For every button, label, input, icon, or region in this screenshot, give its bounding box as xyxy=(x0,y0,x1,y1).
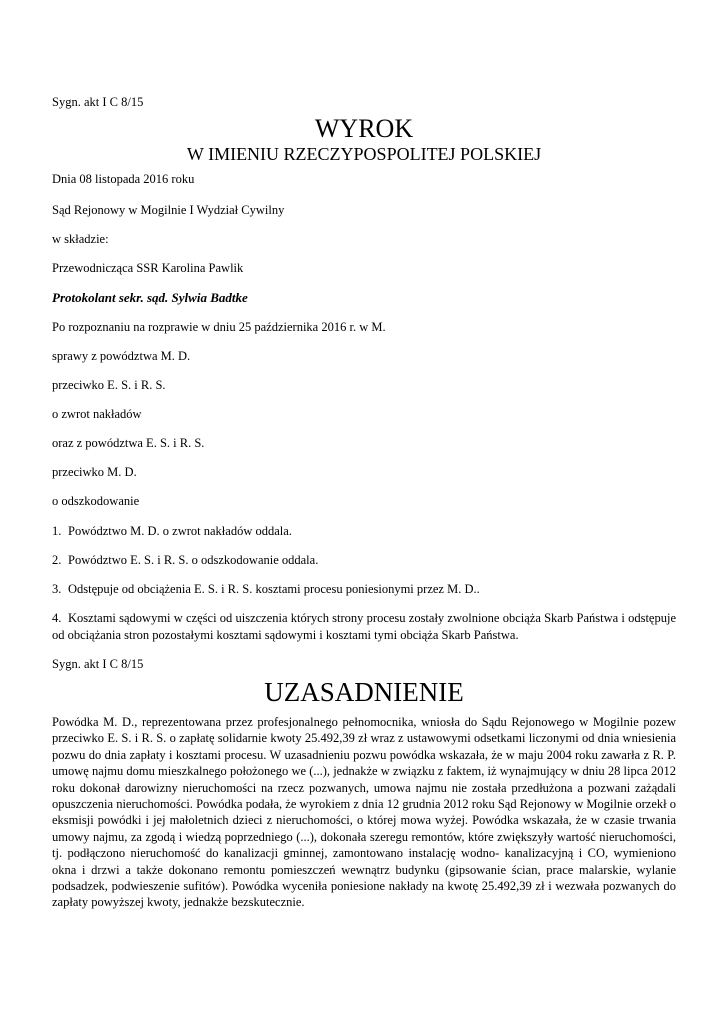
justification-paragraph: Powódka M. D., reprezentowana przez profesjonalnego pełnomocnika, wniosła do Sądu Rejonowego w Mogilnie pozew przeciwko E. S. i R. S. o zapłatę solidarnie kwoty 25.492,39 zł wraz z ustawowymi odsetkami liczonymi od dnia wniesienia pozwu do dnia zapłaty i kosztami procesu. W uzasadnieniu pozwu powódka wskazała, że w maju 2004 roku zawarła z R. P. umowę najmu domu mieszkalnego położonego we (...), jednakże w związku z faktem, iż wynajmujący w dniu 28 lipca 2012 roku dokonał darowizny nieruchomości na rzecz pozwanych, umowa najmu nie została przedłużona a pozwani zażądali opuszczenia nieruchomości. Powódka podała, że wyrokiem z dnia 12 grudnia 2012 roku Sąd Rejonowy w Mogilnie orzekł o eksmisji powódki i jej małoletnich dzieci z nieruchomości, o której mowa wyżej. Powódka wskazała, że w czasie trwania umowy najmu, za zgodą i wiedzą poprzedniego (...), dokonała szeregu remontów, które zwiększyły wartość nieruchomości, tj. podłączono nieruchomość do kanalizacji gminnej, zamontowano instalację wodno- kanalizacyjną i CO, wymieniono okna i drzwi a także dokonano remontu pomieszczeń wewnątrz budynku (gipsowanie ścian, prace malarskie, wylanie podsadzek, podwieszenie sufitów). Powódka wyceniła poniesione nakłady na kwotę 25.492,39 zł i wezwała pozwanych do zapłaty powyższej kwoty, jednakże bezskutecznie. xyxy=(52,715,676,910)
ruling-number: 1. xyxy=(52,524,62,538)
ruling-text: Powództwo E. S. i R. S. o odszkodowanie oddala. xyxy=(68,553,319,567)
ruling-number: 4. xyxy=(52,611,62,625)
presiding-judge: Przewodnicząca SSR Karolina Pawlik xyxy=(52,261,244,275)
case-signature-top: Sygn. akt I C 8/15 xyxy=(52,95,144,109)
case-line: o zwrot nakładów xyxy=(52,407,142,421)
court-clerk: Protokolant sekr. sąd. Sylwia Badtke xyxy=(52,290,248,305)
court-name: Sąd Rejonowy w Mogilnie I Wydział Cywilny xyxy=(52,203,285,217)
hearing-info: Po rozpoznaniu na rozprawie w dniu 25 października 2016 r. w M. xyxy=(52,320,386,334)
ruling-item xyxy=(52,553,318,568)
judgment-title: WYROK xyxy=(314,114,414,143)
case-line: oraz z powództwa E. S. i R. S. xyxy=(52,436,205,450)
judgment-date: Dnia 08 listopada 2016 roku xyxy=(52,172,195,186)
ruling-item xyxy=(52,524,292,539)
ruling-text: Odstępuje od obciążenia E. S. i R. S. kosztami procesu poniesionymi przez M. D.. xyxy=(68,582,480,596)
case-line: o odszkodowanie xyxy=(52,494,140,508)
ruling-number: 3. xyxy=(52,582,62,596)
ruling-text: Powództwo M. D. o zwrot nakładów oddala. xyxy=(68,524,292,538)
case-line: przeciwko M. D. xyxy=(52,465,137,479)
ruling-number: 2. xyxy=(52,553,62,567)
case-line: przeciwko E. S. i R. S. xyxy=(52,378,166,392)
ruling-text: Kosztami sądowymi w części od uiszczenia których strony procesu zostały zwolnione obciąża Skarb Państwa i odstępuje od obciążania stron pozostałymi kosztami sądowymi i kosztami tymi obciąża Skarb Państwa. xyxy=(52,611,676,642)
ruling-item xyxy=(52,610,676,644)
judgment-subtitle: W IMIENIU RZECZYPOSPOLITEJ POLSKIEJ xyxy=(186,144,542,164)
composition-label: w składzie: xyxy=(52,232,109,246)
case-line: sprawy z powództwa M. D. xyxy=(52,349,191,363)
case-signature-bottom: Sygn. akt I C 8/15 xyxy=(52,657,144,671)
justification-title: UZASADNIENIE xyxy=(264,677,464,707)
ruling-item xyxy=(52,582,480,597)
